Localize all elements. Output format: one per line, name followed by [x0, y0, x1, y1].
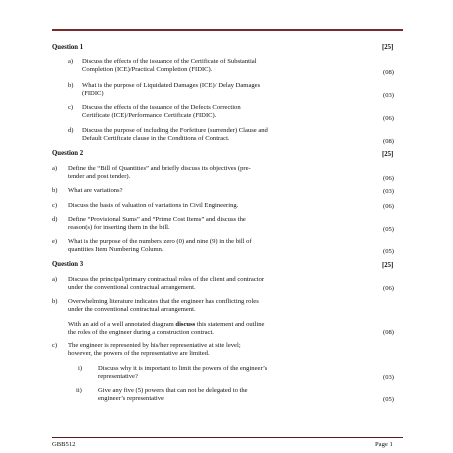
top-rule [52, 29, 403, 31]
q2-e-label: e) [52, 238, 58, 245]
q3-b-paragraph: With an aid of a well annotated diagram discuss this statement and outline the roles of the engineer during a construction contract. [68, 321, 265, 337]
q3-c-ii-marks: (05) [383, 396, 394, 403]
bottom-rule [52, 437, 403, 438]
q1-d-label: d) [68, 127, 74, 134]
q3-b-text: Overwhelming literature indicates that the engineer has conflicting roles under the conventional contractual arrangement. [68, 298, 259, 314]
q1-d-text: Discuss the purpose of including the Forfeiture (surrender) Clause and Default Certificate clause in the Conditions of Contract. [82, 127, 268, 143]
q2-e-text: What is the purpose of the numbers zero (0) and nine (9) in the bill of quantities Item Numbering Column. [68, 238, 252, 254]
question-1-marks: [25] [382, 44, 394, 51]
q1-c-label: c) [68, 104, 74, 111]
q3-c-i-marks: (03) [383, 374, 394, 381]
q1-a-label: a) [68, 58, 74, 65]
q1-c-text: Discuss the effects of the issuance of the Defects Correction Certificate (ICE)/Performance Certificate (FIDIC). [82, 104, 241, 120]
q2-a-label: a) [52, 165, 58, 172]
q3-b-marks: (08) [383, 329, 394, 336]
q2-c-marks: (06) [383, 203, 394, 210]
q3-a-marks: (06) [383, 285, 394, 292]
q2-d-marks: (05) [383, 226, 394, 233]
question-2-marks: [25] [382, 151, 394, 158]
q1-a-text: Discuss the effects of the issuance of the Certificate of Substantial Completion (ICE)/Practical Completion (FIDIC). [82, 58, 257, 74]
q3-c-label: c) [52, 342, 58, 349]
question-1-title: Question 1 [52, 44, 84, 51]
q2-b-label: b) [52, 187, 58, 194]
question-3-marks: [25] [382, 262, 394, 269]
q3-b-label: b) [52, 298, 58, 305]
q1-d-marks: (08) [383, 138, 394, 145]
q3-c-i-text: Discuss why it is important to limit the powers of the engineer’s representative? [98, 365, 268, 381]
footer-page-number: Page 1 [375, 441, 393, 448]
q3-c-i-label: i) [78, 365, 83, 372]
q2-c-label: c) [52, 202, 58, 209]
q3-a-label: a) [52, 276, 58, 283]
footer-course-code: GBB512 [52, 441, 76, 448]
q2-e-marks: (05) [383, 248, 394, 255]
q3-a-text: Discuss the principal/primary contractual roles of the client and contractor under the conventional contractual arrangement. [68, 276, 265, 292]
q1-c-marks: (06) [383, 115, 394, 122]
q2-d-label: d) [52, 216, 58, 223]
q2-a-text: Define the “Bill of Quantities” and briefly discuss its objectives (pre- tender and post tender). [68, 165, 251, 181]
q2-a-marks: (06) [383, 175, 394, 182]
q1-a-marks: (08) [383, 69, 394, 76]
q1-b-label: b) [68, 82, 74, 89]
question-3-title: Question 3 [52, 261, 84, 268]
q1-b-marks: (03) [383, 92, 394, 99]
q3-c-ii-text: Give any five (5) powers that can not be delegated to the engineer’s representative [98, 387, 248, 403]
q1-b-text: What is the purpose of Liquidated Damages (ICE)/ Delay Damages (FIDIC) [82, 82, 261, 98]
q2-c-text: Discuss the basis of valuation of variations in Civil Engineering. [68, 202, 239, 209]
q3-c-ii-label: ii) [76, 387, 82, 394]
q3-c-text: The engineer is represented by his/her representative at site level; however, the powers of the representative are limited. [68, 342, 241, 358]
q2-b-marks: (03) [383, 188, 394, 195]
q2-d-text: Define “Provisional Sums” and “Prime Cost Items” and discuss the reason(s) for inserting them in the bill. [68, 216, 246, 232]
q2-b-text: What are variations? [68, 187, 123, 194]
question-2-title: Question 2 [52, 150, 84, 157]
